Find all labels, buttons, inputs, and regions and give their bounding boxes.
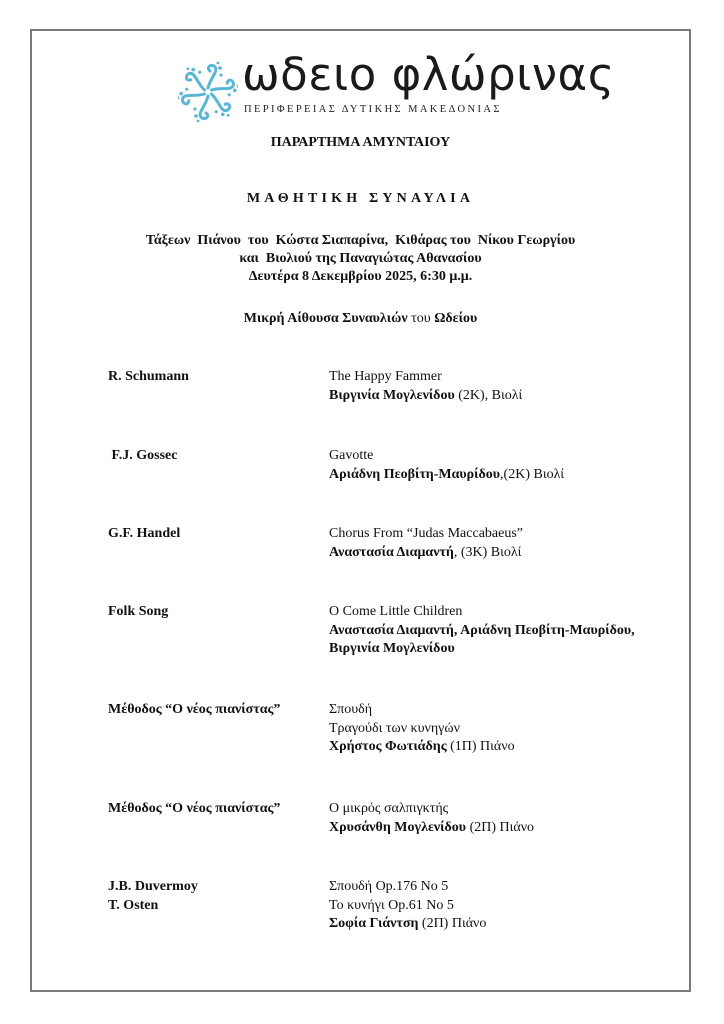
performer-class-instrument: (2Π) Πιάνο — [466, 819, 535, 835]
composer-name: T. Osten — [108, 897, 159, 913]
piece-title: Ο μικρός σαλπιγκτής — [329, 801, 449, 816]
emblem-dot — [218, 66, 222, 70]
emblem-petal — [185, 72, 208, 90]
emblem-dot — [191, 67, 196, 72]
emblem-petal — [208, 65, 216, 88]
composer-name: Μέθοδος “Ο νέος πιανίστας” — [108, 702, 281, 717]
swirl-emblem-icon — [178, 60, 238, 124]
piece-details — [329, 447, 649, 484]
performer-name: Βιργινία Μογλενίδου — [329, 387, 455, 403]
branch-heading: ΠΑΡΑΡΤΗΜΑ ΑΜΥΝΤΑΙΟΥ — [270, 135, 451, 150]
emblem-petal — [181, 87, 204, 105]
composer — [108, 603, 168, 622]
venue — [30, 311, 691, 327]
piece-title: The Happy Fammer — [329, 369, 442, 384]
composer-name: J.B. Duvermoy — [108, 879, 198, 894]
emblem-petal — [208, 94, 231, 112]
venue-connector: του — [411, 311, 431, 326]
emblem-dot — [217, 62, 220, 65]
performer-name: Αναστασία Διαμαντή, Αριάδνη Πεοβίτη-Μαυρίδου, Βιργινία Μογλενίδου — [329, 622, 635, 656]
composer-name: G.F. Handel — [108, 526, 181, 541]
performer-class-instrument: ,(2K) Βιολί — [500, 466, 565, 482]
performer-class-instrument: (1Π) Πιάνο — [446, 739, 515, 754]
piece-details — [329, 603, 649, 659]
performer-name: Σοφία Γιάντση — [329, 916, 419, 931]
logo-subtitle: ΠΕΡΙΦΕΡΕΙΑΣ ΔΥΤΙΚΗΣ ΜΑΚΕΔΟΝΙΑΣ — [244, 104, 502, 115]
composer-name: F.J. Gossec — [108, 448, 178, 463]
composer — [108, 878, 198, 915]
piece-details — [329, 701, 649, 757]
concert-date: Δευτέρα 8 Δεκεμβρίου 2025, 6:30 μ.μ. — [248, 269, 473, 284]
emblem-dot — [186, 67, 190, 71]
piece-title: Τραγούδι των κυνηγών — [329, 720, 460, 736]
performer-name: Αναστασία Διαμαντή — [329, 544, 454, 560]
logo-wordmark: ωδειο φλώρινας — [242, 48, 615, 101]
composer — [108, 368, 189, 387]
piece-title: Gavotte — [329, 448, 374, 463]
emblem-petal — [211, 79, 234, 97]
emblem-dot — [198, 70, 202, 74]
composer — [108, 701, 280, 720]
piece-details — [329, 878, 649, 934]
concert-title: ΜΑΘΗΤΙΚΗ ΣΥΝΑΥΛΙΑ — [246, 191, 475, 206]
emblem-dot — [197, 120, 200, 123]
composer — [108, 525, 180, 544]
composer — [108, 447, 177, 466]
piece-title: Σπουδή Op.176 No 5 — [329, 879, 449, 894]
performer-class-instrument: (2K), Βιολί — [454, 387, 523, 403]
composer-name: R. Schumann — [108, 369, 189, 384]
classes-line-2: και Βιολιού της Παναγιώτας Αθανασίου — [239, 251, 482, 266]
emblem-dot — [226, 113, 230, 117]
performer-line — [329, 544, 649, 563]
page-border — [30, 29, 691, 992]
emblem-dot — [214, 110, 218, 114]
concert-subtitle — [30, 232, 691, 286]
classes-line-1: Τάξεων Πιάνου του Κώστα Σιαπαρίνα, Κιθάρας του Νίκου Γεωργίου — [145, 233, 576, 248]
piece-details — [329, 800, 649, 837]
emblem-dot — [220, 112, 225, 117]
piece-title: Chorus From “Judas Maccabaeus” — [329, 526, 524, 541]
composer-name: Μέθοδος “Ο νέος πιανίστας” — [108, 801, 281, 816]
conservatory-logo — [178, 48, 615, 128]
piece-title: O Come Little Children — [329, 604, 463, 619]
emblem-dot — [193, 107, 196, 110]
emblem-dot — [178, 96, 180, 100]
performer-class-instrument: (2Π) Πιάνο — [418, 916, 487, 931]
piece-title: Σπουδή — [329, 702, 373, 717]
performer-name: Αριάδνη Πεοβίτη-Μαυρίδου — [329, 466, 501, 482]
performer-line — [329, 738, 649, 757]
venue-institution: Ωδείου — [434, 311, 478, 326]
performer-line — [329, 387, 649, 406]
performer-class-instrument: , (3K) Βιολί — [453, 544, 522, 560]
piece-details — [329, 525, 649, 562]
performer-line — [329, 915, 649, 934]
venue-name: Μικρή Αίθουσα Συναυλιών — [243, 311, 408, 326]
performer-name: Χρήστος Φωτιάδης — [329, 739, 447, 754]
composer-name: Folk Song — [108, 604, 169, 619]
emblem-dot — [232, 88, 237, 93]
performer-line — [329, 466, 649, 485]
emblem-dot — [185, 87, 189, 91]
composer — [108, 800, 280, 819]
performer-line — [329, 819, 649, 838]
piece-title: Το κυνήγι Op.61 No 5 — [329, 897, 454, 913]
performer-name: Χρυσάνθη Μογλενίδου — [329, 819, 467, 835]
emblem-dot — [194, 114, 198, 118]
emblem-dot — [219, 73, 222, 76]
emblem-dot — [236, 84, 238, 88]
emblem-dot — [179, 91, 184, 96]
emblem-dot — [227, 93, 231, 97]
emblem-petal — [200, 96, 208, 119]
performer-line — [329, 622, 649, 659]
piece-details — [329, 368, 649, 405]
